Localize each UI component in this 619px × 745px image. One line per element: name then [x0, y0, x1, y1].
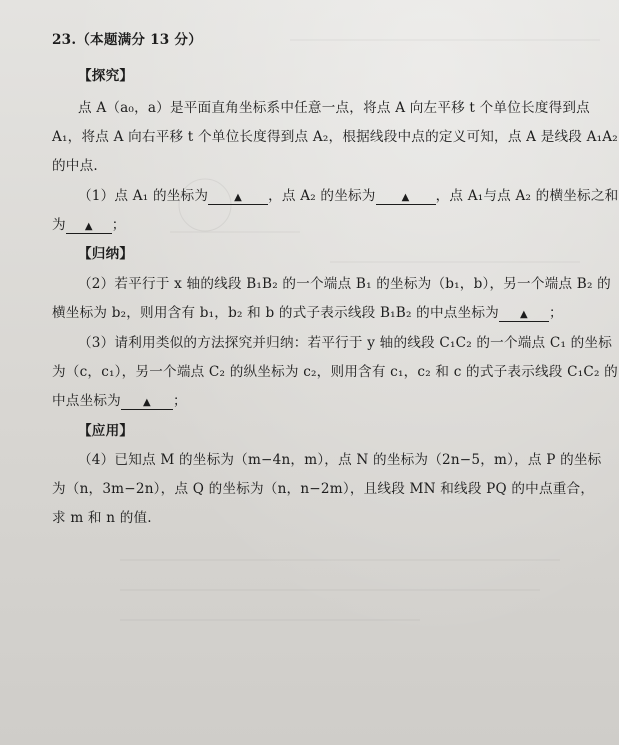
question-4-line-2: 为（n，3m−2n），点 Q 的坐标为（n，n−2m），且线段 MN 和线段 PQ 的中点重合， [52, 481, 595, 497]
q1-text-a: （1）点 A₁ 的坐标为 [78, 188, 209, 204]
q3-text: 中点坐标为 [52, 393, 121, 409]
question-3-line-1: （3）请利用类似的方法探究并归纳：若平行于 y 轴的线段 C₁C₂ 的一个端点 C₁ 的坐标 [78, 335, 613, 351]
section-explore-heading: 【探究】 [78, 68, 134, 84]
q3-end: ； [172, 393, 187, 409]
intro-line-1: 点 A（a₀，a）是平面直角坐标系中任意一点，将点 A 向左平移 t 个单位长度得到点 [78, 100, 590, 116]
q1-text-b: ，点 A₂ 的坐标为 [268, 188, 376, 204]
question-3-line-2: 为（c，c₁），另一个端点 C₂ 的纵坐标为 c₂，则用含有 c₁，c₂ 和 c 的式子表示线段 C₁C₂ 的 [52, 364, 618, 380]
blank-marker-icon: ▲ [84, 221, 93, 232]
section-induce-heading: 【归纳】 [78, 246, 134, 262]
q2-text: 横坐标为 b₂，则用含有 b₁，b₂ 和 b 的式子表示线段 B₁B₂ 的中点坐标为 [52, 305, 499, 321]
question-4-line-3: 求 m 和 n 的值. [52, 510, 152, 526]
blank-marker-icon: ▲ [234, 192, 243, 203]
blank-marker-icon: ▲ [519, 309, 528, 320]
problem-header: 23.（本题满分 13 分） [52, 32, 202, 48]
q1-end: ； [111, 217, 126, 233]
question-2-line-1: （2）若平行于 x 轴的线段 B₁B₂ 的一个端点 B₁ 的坐标为（b₁，b），另一个端点 B₂ 的 [78, 276, 611, 292]
intro-line-3: 的中点. [52, 158, 98, 174]
q2-end: ； [548, 305, 563, 321]
blank-marker-icon: ▲ [143, 397, 151, 408]
intro-line-2: A₁，将点 A 向右平移 t 个单位长度得到点 A₂，根据线段中点的定义可知，点 A 是线段 A₁A₂ [52, 129, 618, 145]
question-4-line-1: （4）已知点 M 的坐标为（m−4n，m），点 N 的坐标为（2n−5，m），点 P 的坐标 [78, 452, 602, 468]
section-apply-heading: 【应用】 [78, 423, 134, 439]
blank-marker-icon: ▲ [401, 192, 410, 203]
q1-text-d: 为 [52, 217, 66, 233]
q1-text-c: ，点 A₁与点 A₂ 的横坐标之和 [435, 188, 619, 204]
